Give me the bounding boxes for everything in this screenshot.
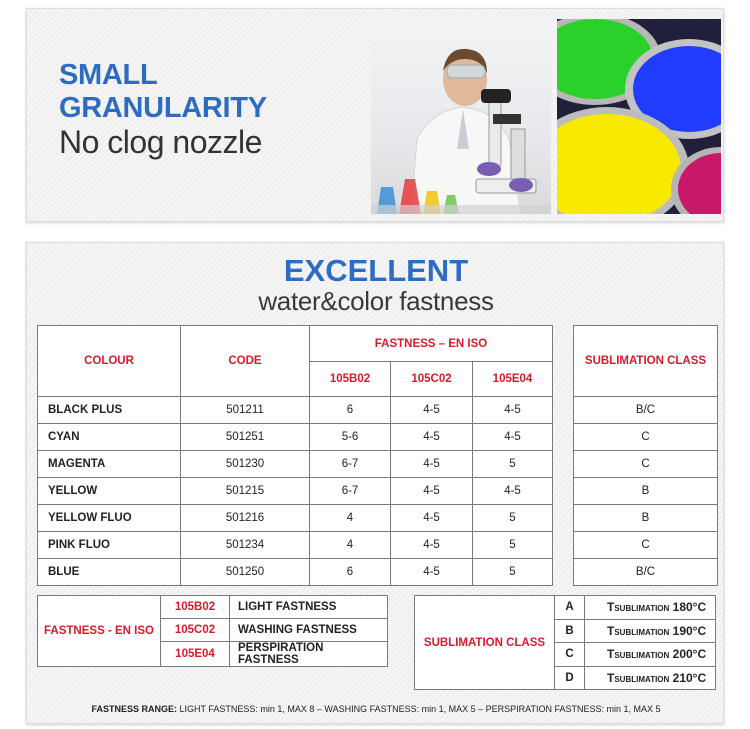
colour-cell: CYAN <box>38 424 181 451</box>
class-row <box>415 596 716 620</box>
fastness-table <box>37 325 553 586</box>
legend-desc: WASHING FASTNESS <box>230 619 388 642</box>
code-cell: 501234 <box>181 532 310 559</box>
table-row <box>38 505 553 532</box>
e04-cell: 5 <box>473 559 553 586</box>
b02-cell: 4 <box>310 505 391 532</box>
c02-cell: 4-5 <box>391 559 473 586</box>
code-cell: 501230 <box>181 451 310 478</box>
c02-cell: 4-5 <box>391 478 473 505</box>
e04-cell: 4-5 <box>473 397 553 424</box>
header-fastness: FASTNESS – EN ISO <box>310 326 553 362</box>
code-cell: 501215 <box>181 478 310 505</box>
sub-class-cell: C <box>574 532 718 559</box>
class-temp: TSUBLIMATION 180°C <box>585 596 716 620</box>
header-105e04: 105E04 <box>473 362 553 397</box>
table-row <box>38 424 553 451</box>
colour-cell: BLACK PLUS <box>38 397 181 424</box>
sub-class-cell: B <box>574 478 718 505</box>
class-letter: B <box>555 619 585 643</box>
hero-title <box>59 59 267 125</box>
header-code: CODE <box>181 326 310 397</box>
class-letter: D <box>555 666 585 690</box>
legend-code: 105E04 <box>161 642 230 667</box>
table-row <box>38 478 553 505</box>
colour-cell: YELLOW FLUO <box>38 505 181 532</box>
section-subtitle: water&color fastness <box>258 286 494 316</box>
table-row <box>38 397 553 424</box>
sublimation-class-table <box>573 325 718 586</box>
hero-banner <box>26 8 724 222</box>
paint-cans-photo <box>557 19 721 214</box>
colour-cell: BLUE <box>38 559 181 586</box>
c02-cell: 4-5 <box>391 424 473 451</box>
range-label: FASTNESS RANGE: <box>91 704 178 714</box>
e04-cell: 5 <box>473 451 553 478</box>
code-cell: 501216 <box>181 505 310 532</box>
fastness-section <box>26 242 724 724</box>
c02-cell: 4-5 <box>391 532 473 559</box>
class-temp: TSUBLIMATION 200°C <box>585 643 716 667</box>
header-sublimation-class: SUBLIMATION CLASS <box>574 326 718 397</box>
table-row <box>574 451 718 478</box>
class-temp: TSUBLIMATION 190°C <box>585 619 716 643</box>
c02-cell: 4-5 <box>391 451 473 478</box>
class-letter: A <box>555 596 585 620</box>
e04-cell: 5 <box>473 505 553 532</box>
sub-class-cell: C <box>574 451 718 478</box>
b02-cell: 5-6 <box>310 424 391 451</box>
c02-cell: 4-5 <box>391 505 473 532</box>
table-row <box>38 451 553 478</box>
e04-cell: 4-5 <box>473 478 553 505</box>
legend-code: 105C02 <box>161 619 230 642</box>
table-row <box>574 424 718 451</box>
table-row <box>574 532 718 559</box>
class-label: SUBLIMATION CLASS <box>415 596 555 690</box>
class-letter: C <box>555 643 585 667</box>
sub-class-cell: B/C <box>574 397 718 424</box>
sub-class-cell: C <box>574 424 718 451</box>
sublimation-temperature-table <box>414 595 716 690</box>
table-row <box>574 559 718 586</box>
code-cell: 501250 <box>181 559 310 586</box>
legend-desc: LIGHT FASTNESS <box>230 596 388 619</box>
b02-cell: 6 <box>310 397 391 424</box>
table-row <box>574 397 718 424</box>
e04-cell: 5 <box>473 532 553 559</box>
header-colour: COLOUR <box>38 326 181 397</box>
hero-subtitle: No clog nozzle <box>59 124 262 160</box>
hero-title-line1: SMALL <box>59 59 158 91</box>
legend-code: 105B02 <box>161 596 230 619</box>
e04-cell: 4-5 <box>473 424 553 451</box>
class-temp: TSUBLIMATION 210°C <box>585 666 716 690</box>
header-105c02: 105C02 <box>391 362 473 397</box>
code-cell: 501211 <box>181 397 310 424</box>
table-row <box>574 478 718 505</box>
table-row <box>38 559 553 586</box>
section-title: EXCELLENT <box>283 253 469 288</box>
colour-cell: PINK FLUO <box>38 532 181 559</box>
table-row <box>574 505 718 532</box>
sub-class-cell: B/C <box>574 559 718 586</box>
fastness-legend-table <box>37 595 388 667</box>
code-cell: 501251 <box>181 424 310 451</box>
b02-cell: 4 <box>310 532 391 559</box>
header-105b02: 105B02 <box>310 362 391 397</box>
colour-cell: MAGENTA <box>38 451 181 478</box>
range-text: LIGHT FASTNESS: min 1, MAX 8 – WASHING FASTNESS: min 1, MAX 5 – PERSPIRATION FASTNESS: min 1, MAX 5 <box>179 704 661 714</box>
legend-desc: PERSPIRATION FASTNESS <box>230 642 388 667</box>
fastness-range-note <box>27 704 725 714</box>
scientist-microscope-photo <box>371 19 551 214</box>
b02-cell: 6 <box>310 559 391 586</box>
b02-cell: 6-7 <box>310 478 391 505</box>
c02-cell: 4-5 <box>391 397 473 424</box>
sub-class-cell: B <box>574 505 718 532</box>
table-row <box>38 532 553 559</box>
colour-cell: YELLOW <box>38 478 181 505</box>
hero-title-line2: GRANULARITY <box>59 92 267 124</box>
legend-label: FASTNESS - EN ISO <box>38 596 161 667</box>
legend-row <box>38 596 388 619</box>
b02-cell: 6-7 <box>310 451 391 478</box>
